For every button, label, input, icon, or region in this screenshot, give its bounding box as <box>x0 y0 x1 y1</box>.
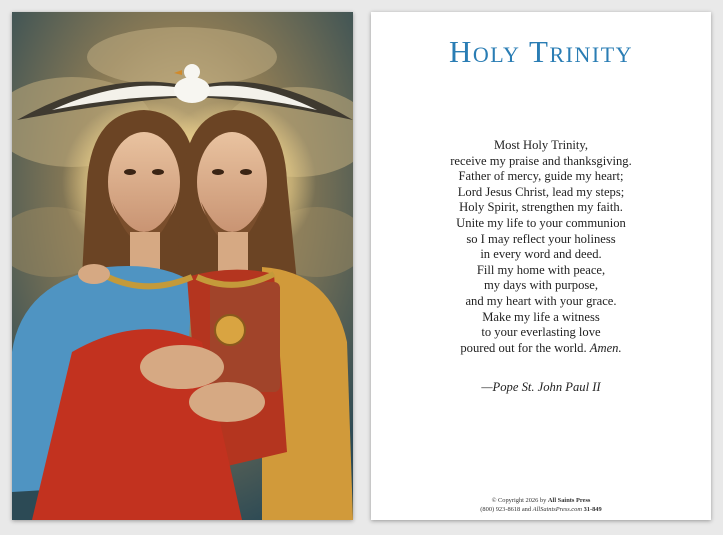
prayer-line: so I may reflect your holiness <box>466 231 616 246</box>
prayer-line: Lord Jesus Christ, lead my steps; <box>457 184 625 199</box>
prayer-line: Unite my life to your communion <box>456 215 626 230</box>
prayer-line: Fill my home with peace, <box>476 262 606 277</box>
prayer-line: Make my life a witness <box>482 309 600 324</box>
card-title: Holy Trinity <box>448 34 634 69</box>
hand <box>140 345 224 389</box>
prayer-closing: Amen. <box>589 340 622 355</box>
prayer-line: in every word and deed. <box>480 247 602 262</box>
copyright-text: © Copyright 2026 by <box>491 497 547 504</box>
holy-card-back <box>371 12 711 520</box>
copyright-footer <box>371 497 711 514</box>
prayer-line: Father of mercy, guide my heart; <box>458 169 624 184</box>
item-code: 31-849 <box>583 505 602 513</box>
holy-card-front <box>12 12 353 520</box>
gold-medallion <box>215 315 245 345</box>
phone-text: (800) 923-8618 and <box>480 505 532 513</box>
hand <box>189 382 265 422</box>
prayer-attribution: —Pope St. John Paul II <box>481 380 601 394</box>
prayer-line-final <box>371 341 711 357</box>
prayer-line: and my heart with your grace. <box>465 293 617 308</box>
prayer-line: receive my praise and thanksgiving. <box>450 153 632 168</box>
prayer-line: Holy Spirit, strengthen my faith. <box>459 200 623 215</box>
publisher-name: All Saints Press <box>547 497 591 504</box>
hand <box>78 264 110 284</box>
prayer-line: poured out for the world. <box>460 340 587 355</box>
prayer-line: my days with purpose, <box>483 278 599 293</box>
dove-icon <box>174 77 210 103</box>
cloud <box>87 27 277 87</box>
copyright-line <box>371 497 711 506</box>
prayer-line: to your everlasting love <box>481 325 601 340</box>
contact-line <box>371 506 711 515</box>
website-link[interactable]: AllSaintsPress.com <box>532 505 582 513</box>
prayer-text <box>371 138 711 356</box>
prayer-line: Most Holy Trinity, <box>493 138 589 152</box>
trinity-painting <box>12 12 353 520</box>
